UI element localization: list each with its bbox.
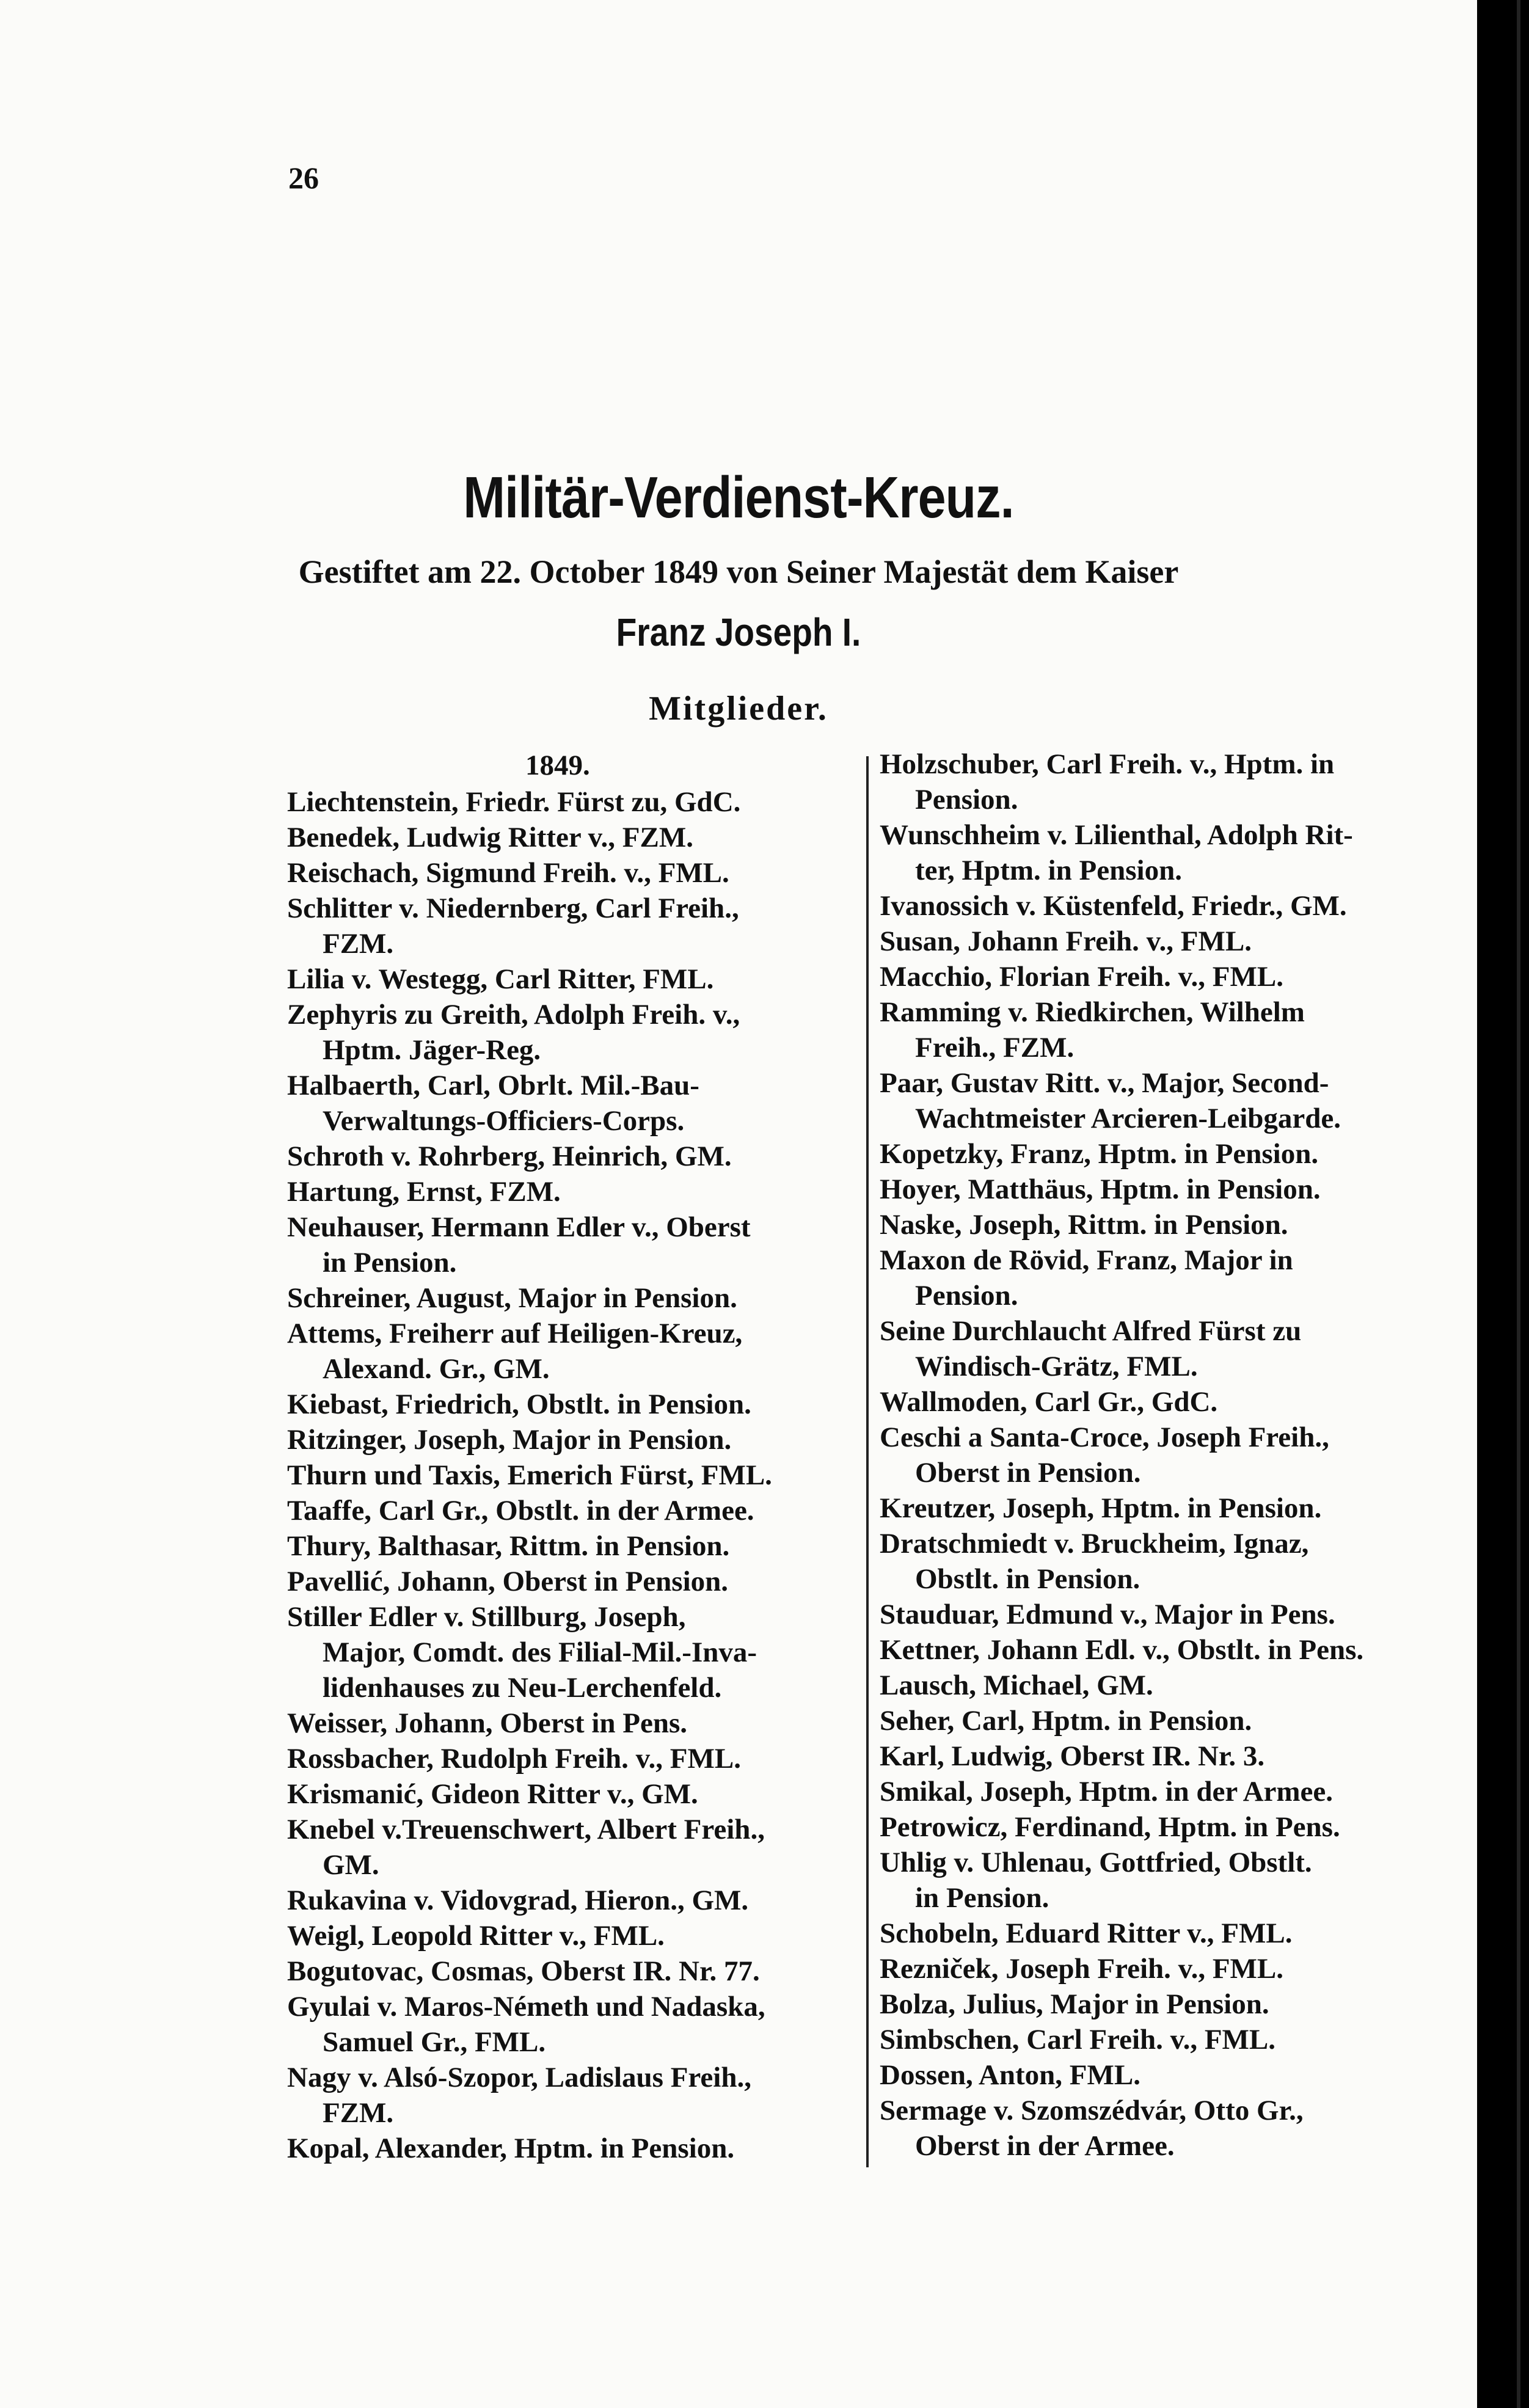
member-entry — [287, 961, 849, 997]
member-entry — [287, 1458, 849, 1493]
member-entry-line: Stauduar, Edmund v., Major in Pens. — [880, 1599, 1335, 1630]
member-entry-line: Gyulai v. Maros-Németh und Nadaska, — [287, 1991, 765, 2023]
member-entry-line: Kopal, Alexander, Hptm. in Pension. — [287, 2133, 735, 2164]
member-entry — [880, 994, 1442, 1065]
member-entry-line: Benedek, Ludwig Ritter v., FZM. — [287, 822, 693, 853]
member-entry-line: Kopetzky, Franz, Hptm. in Pension. — [880, 1138, 1319, 1170]
member-entry-line: GM. — [323, 1849, 379, 1881]
member-entry — [880, 746, 1442, 817]
member-entry-line: Macchio, Florian Freih. v., FML. — [880, 961, 1283, 993]
member-entry-line: Stiller Edler v. Stillburg, Joseph, — [287, 1601, 686, 1633]
member-entry — [287, 1139, 849, 1174]
member-entry-line: Attems, Freiherr auf Heiligen-Kreuz, — [287, 1318, 743, 1349]
member-entry-line: Ramming v. Riedkirchen, Wilhelm — [880, 996, 1305, 1028]
member-entry-line: Seine Durchlaucht Alfred Fürst zu — [880, 1315, 1302, 1347]
member-entry-line: Maxon de Rövid, Franz, Major in — [880, 1244, 1293, 1276]
member-entry-line: in Pension. — [915, 1882, 1049, 1914]
member-entry — [287, 1706, 849, 1741]
member-entry-line: Dossen, Anton, FML. — [880, 2059, 1140, 2091]
member-entry-line: Windisch-Grätz, FML. — [915, 1351, 1198, 1382]
member-entry-line: Thury, Balthasar, Rittm. in Pension. — [287, 1530, 730, 1562]
member-entry-line: Dratschmiedt v. Bruckheim, Ignaz, — [880, 1528, 1309, 1560]
member-entry-line: Wunschheim v. Lilienthal, Adolph Rit- — [880, 819, 1353, 851]
member-entry — [287, 1812, 849, 1883]
member-entry — [880, 1313, 1442, 1384]
member-entry-line: Thurn und Taxis, Emerich Fürst, FML. — [287, 1459, 772, 1491]
member-entry-line: Ritzinger, Joseph, Major in Pension. — [287, 1424, 732, 1456]
member-entry — [287, 1883, 849, 1918]
member-entry-line: Wachtmeister Arcieren-Leibgarde. — [915, 1103, 1341, 1134]
member-entry-line: Pension. — [915, 784, 1018, 815]
member-entry-line: Lilia v. Westegg, Carl Ritter, FML. — [287, 963, 714, 995]
member-entry — [880, 2022, 1442, 2057]
member-entry-line: Neuhauser, Hermann Edler v., Oberst — [287, 1211, 751, 1243]
member-entry — [880, 1916, 1442, 1951]
member-entry — [880, 1384, 1442, 1420]
member-entry-line: Susan, Johann Freih. v., FML. — [880, 925, 1252, 957]
right-column — [880, 746, 1442, 2164]
member-entry-line: Lausch, Michael, GM. — [880, 1669, 1153, 1701]
member-entry-line: lidenhauses zu Neu-Lerchenfeld. — [323, 1672, 722, 1704]
member-entry — [880, 1172, 1442, 1207]
member-entry — [287, 1954, 849, 1989]
member-entry-line: Rossbacher, Rudolph Freih. v., FML. — [287, 1743, 741, 1775]
member-entry-line: Wallmoden, Carl Gr., GdC. — [880, 1386, 1218, 1418]
member-entry-line: Krismanić, Gideon Ritter v., GM. — [287, 1778, 698, 1810]
member-entry — [880, 1065, 1442, 1136]
member-entry-line: Weisser, Johann, Oberst in Pens. — [287, 1707, 688, 1739]
member-entry — [880, 888, 1442, 924]
page-number: 26 — [288, 161, 319, 195]
member-entry-line: Bogutovac, Cosmas, Oberst IR. Nr. 77. — [287, 1955, 760, 1987]
member-entry — [287, 997, 849, 1068]
member-entry-line: Uhlig v. Uhlenau, Gottfried, Obstlt. — [880, 1847, 1312, 1878]
member-entry-line: Ceschi a Santa-Croce, Joseph Freih., — [880, 1421, 1329, 1453]
member-entry-line: Karl, Ludwig, Oberst IR. Nr. 3. — [880, 1740, 1265, 1772]
member-entry — [287, 1741, 849, 1776]
member-entry-line: Schlitter v. Niedernberg, Carl Freih., — [287, 892, 739, 924]
member-entry — [287, 1776, 849, 1812]
member-entry — [287, 784, 849, 820]
member-entry — [880, 959, 1442, 994]
member-entry — [287, 2131, 849, 2166]
member-entry-line: Major, Comdt. des Filial-Mil.-Inva- — [323, 1636, 757, 1668]
member-entry-line: FZM. — [323, 928, 394, 960]
member-entry-line: Ivanossich v. Küstenfeld, Friedr., GM. — [880, 890, 1347, 922]
column-divider — [866, 756, 869, 2167]
member-entry-line: Schroth v. Rohrberg, Heinrich, GM. — [287, 1140, 732, 1172]
emperor-name: Franz Joseph I. — [616, 610, 861, 654]
member-entry-line: Oberst in der Armee. — [915, 2130, 1175, 2162]
member-entry — [880, 1242, 1442, 1313]
member-entry-line: ter, Hptm. in Pension. — [915, 855, 1182, 886]
member-entry — [287, 1989, 849, 2060]
member-entry — [287, 1564, 849, 1599]
members-heading: Mitglieder. — [649, 690, 828, 728]
member-entry-line: Naske, Joseph, Rittm. in Pension. — [880, 1209, 1288, 1241]
member-entry-line: Holzschuber, Carl Freih. v., Hptm. in — [880, 748, 1335, 780]
member-entry-line: Pavellić, Johann, Oberst in Pension. — [287, 1566, 729, 1597]
member-entry-line: Petrowicz, Ferdinand, Hptm. in Pens. — [880, 1811, 1340, 1843]
page-title: Militär-Verdienst-Kreuz. — [463, 465, 1014, 530]
member-entry-line: Knebel v.Treuenschwert, Albert Freih., — [287, 1814, 765, 1845]
member-entry-line: Oberst in Pension. — [915, 1457, 1141, 1489]
member-entry-line: Nagy v. Alsó-Szopor, Ladislaus Freih., — [287, 2062, 751, 2093]
member-entry-line: Schobeln, Eduard Ritter v., FML. — [880, 1917, 1293, 1949]
member-entry-line: Alexand. Gr., GM. — [323, 1353, 550, 1385]
member-entry — [287, 820, 849, 855]
member-entry — [880, 1490, 1442, 1526]
member-entry-line: Freih., FZM. — [915, 1032, 1075, 1064]
member-entry — [880, 1845, 1442, 1916]
member-entry — [880, 1632, 1442, 1668]
member-entry-line: Halbaerth, Carl, Obrlt. Mil.-Bau- — [287, 1070, 699, 1101]
member-entry-line: Obstlt. in Pension. — [915, 1563, 1140, 1595]
member-entry-line: Taaffe, Carl Gr., Obstlt. in der Armee. — [287, 1495, 754, 1527]
member-entry — [880, 1809, 1442, 1845]
member-entry-line: FZM. — [323, 2097, 394, 2129]
member-entry — [880, 1136, 1442, 1172]
member-entry-line: Paar, Gustav Ritt. v., Major, Second- — [880, 1067, 1329, 1099]
member-entry — [880, 1597, 1442, 1632]
member-entry — [880, 1739, 1442, 1774]
member-entry-line: Rezniček, Joseph Freih. v., FML. — [880, 1953, 1284, 1985]
member-entry — [287, 1068, 849, 1139]
member-entry — [287, 1918, 849, 1954]
member-entry-line: Zephyris zu Greith, Adolph Freih. v., — [287, 999, 740, 1031]
member-entry — [287, 1280, 849, 1316]
member-entry-line: Hptm. Jäger-Reg. — [323, 1034, 541, 1066]
member-entry-line: Hartung, Ernst, FZM. — [287, 1176, 561, 1208]
left-column — [287, 746, 849, 2166]
member-entry — [880, 1526, 1442, 1597]
member-entry-line: Schreiner, August, Major in Pension. — [287, 1282, 737, 1314]
member-entry-line: Kiebast, Friedrich, Obstlt. in Pension. — [287, 1388, 751, 1420]
member-entry-line: Verwaltungs-Officiers-Corps. — [323, 1105, 685, 1137]
member-entry-line: Bolza, Julius, Major in Pension. — [880, 1988, 1269, 2020]
member-entry — [880, 1951, 1442, 1987]
member-entry — [880, 1774, 1442, 1809]
member-entry — [287, 1422, 849, 1458]
member-entry — [287, 855, 849, 891]
member-entry-line: in Pension. — [323, 1247, 457, 1279]
member-entry — [287, 1493, 849, 1528]
member-entry-line: Hoyer, Matthäus, Hptm. in Pension. — [880, 1173, 1321, 1205]
member-entry — [880, 1668, 1442, 1703]
year-heading: 1849. — [525, 750, 590, 781]
member-entry — [287, 1209, 849, 1280]
member-entry-line: Liechtenstein, Friedr. Fürst zu, GdC. — [287, 786, 741, 818]
member-entry — [287, 1528, 849, 1564]
member-entry-line: Samuel Gr., FML. — [323, 2026, 546, 2058]
member-entry-line: Weigl, Leopold Ritter v., FML. — [287, 1920, 665, 1952]
page-edge-rule — [1517, 0, 1520, 2408]
member-entry — [880, 2057, 1442, 2093]
founding-statement: Gestiftet am 22. October 1849 von Seiner Majestät dem Kaiser — [298, 553, 1179, 590]
member-entry — [287, 2060, 849, 2131]
member-entry-line: Reischach, Sigmund Freih. v., FML. — [287, 857, 729, 889]
member-entry — [880, 817, 1442, 888]
member-entry-line: Smikal, Joseph, Hptm. in der Armee. — [880, 1776, 1334, 1808]
member-entry — [287, 891, 849, 961]
member-entry — [880, 1420, 1442, 1490]
member-entry-line: Rukavina v. Vidovgrad, Hieron., GM. — [287, 1884, 749, 1916]
member-entry — [880, 1703, 1442, 1739]
member-entry — [880, 1987, 1442, 2022]
member-entry-line: Simbschen, Carl Freih. v., FML. — [880, 2024, 1275, 2056]
member-entry — [880, 1207, 1442, 1242]
member-entry-line: Kettner, Johann Edl. v., Obstlt. in Pens. — [880, 1634, 1364, 1666]
member-entry — [287, 1387, 849, 1422]
member-entry — [880, 924, 1442, 959]
member-entry — [287, 1316, 849, 1387]
member-entry — [880, 2093, 1442, 2164]
member-entry-line: Sermage v. Szomszédvár, Otto Gr., — [880, 2095, 1304, 2126]
member-entry-line: Kreutzer, Joseph, Hptm. in Pension. — [880, 1492, 1322, 1524]
member-entry — [287, 1174, 849, 1209]
member-entry-line: Seher, Carl, Hptm. in Pension. — [880, 1705, 1252, 1737]
member-entry — [287, 1599, 849, 1706]
member-entry-line: Pension. — [915, 1280, 1018, 1312]
